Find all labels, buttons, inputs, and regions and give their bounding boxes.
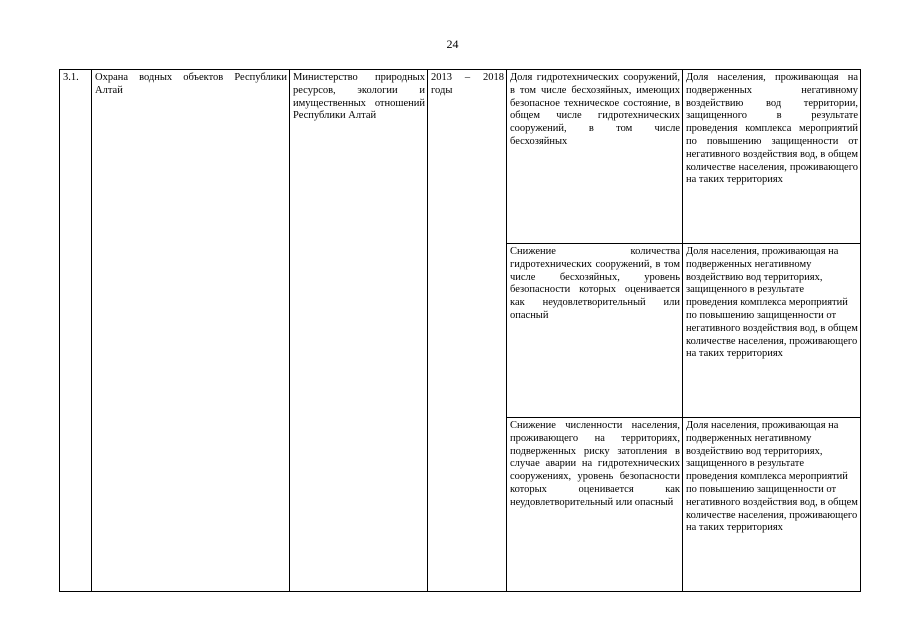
executor-name: Министерство природных ресурсов, экологии и имущественных отношений Республики Алтай: [293, 72, 425, 122]
row-number-cell: [60, 70, 92, 592]
table-row: [60, 70, 861, 244]
activity-name-cell: [92, 70, 290, 592]
result-indicator: Доля населения, проживающая на подверженных негативному воздействию вод территориях, защищенного в результате проведения комплекса мероприятий по повышению защищенности от негативного воздействия вод, в общем количестве населения, проживающего на таких территориях: [686, 246, 858, 360]
target-indicator: Доля гидротехнических сооружений, в том числе бесхозяйных, имеющих безопасное техническое состояние, в общем числе гидротехнических сооружений, в том числе бесхозяйных: [510, 72, 680, 147]
result-indicator-cell: [683, 244, 861, 418]
result-indicator-cell: [683, 70, 861, 244]
target-indicator-cell: [507, 70, 683, 244]
years-cell: [428, 70, 507, 592]
activity-name: Охрана водных объектов Республики Алтай: [95, 72, 287, 96]
result-indicator: Доля населения, проживающая на подверженных негативному воздействию вод территории, защищенного в результате проведения комплекса мероприятий по повышению защищенности от негативного воздействия вод, в общем количестве населения, проживающего на таких территориях: [686, 72, 858, 186]
page-number: 24: [446, 37, 459, 51]
target-indicator-cell: [507, 418, 683, 592]
row-number: 3.1.: [63, 72, 79, 83]
target-indicator: Снижение количества гидротехнических сооружений, в том числе бесхозяйных, уровень безопасности которых оценивается как неудовлетворительный или опасный: [510, 246, 680, 321]
result-indicator-cell: [683, 418, 861, 592]
result-indicator: Доля населения, проживающая на подверженных негативному воздействию вод территориях, защищенного в результате проведения комплекса мероприятий по повышению защищенности от негативного воздействия вод, в общем количестве населения, проживающего на таких территориях: [686, 420, 858, 534]
target-indicator: Снижение численности населения, проживающего на территориях, подверженных риску затопления в случае аварии на гидротехнических сооружениях, уровень безопасности которых оценивается как неудовлетворительный или опасный: [510, 420, 680, 508]
program-table: [59, 69, 861, 592]
executor-cell: [290, 70, 428, 592]
target-indicator-cell: [507, 244, 683, 418]
implementation-years: 2013 – 2018 годы: [431, 72, 504, 96]
